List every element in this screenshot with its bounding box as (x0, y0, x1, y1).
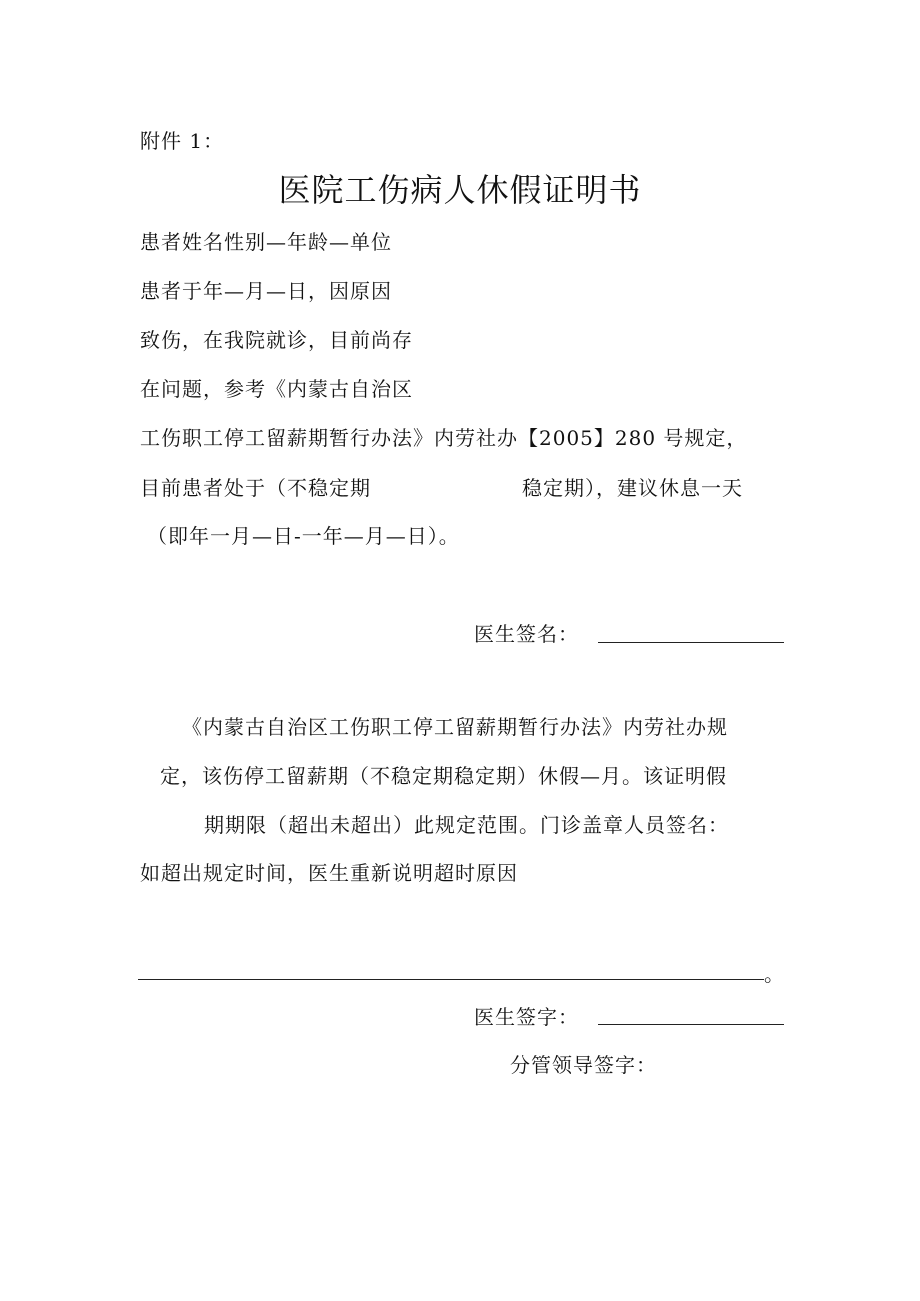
status-line-end: 稳定期），建议休息一天 (522, 476, 743, 500)
rule-line-3: 期期限（超出未超出）此规定范围。门诊盖章人员签名： (204, 813, 729, 837)
doctor-signature-line (598, 642, 784, 643)
leader-sign-label: 分管领导签字： (510, 1053, 657, 1077)
rule-line-2: 定，该伤停工留薪期（不稳定期稳定期）休假—月。该证明假 (160, 764, 727, 788)
patient-info-line: 患者姓名性别—年龄—单位 (140, 230, 392, 254)
doctor-signature-label: 医生签名： (474, 622, 579, 646)
visit-line: 致伤，在我院就诊，目前尚存 (140, 328, 413, 352)
regulation-ref-line: 在问题，参考《内蒙古自治区 (140, 377, 413, 401)
regulation-name-line: 工伤职工停工留薪期暂行办法》内劳社办【2005】280 号规定， (140, 426, 748, 450)
doctor-sign-line (598, 1024, 784, 1025)
rule-line-4: 如超出规定时间，医生重新说明超时原因 (140, 861, 518, 885)
date-range-line: （即年一月—日-一年—月—日）。 (147, 524, 460, 548)
attachment-label: 附件 1： (140, 129, 225, 153)
status-line-start: 目前患者处于（不稳定期 (140, 476, 371, 500)
reason-line-period: 。 (764, 962, 785, 986)
reason-line (138, 979, 764, 980)
rule-line-1: 《内蒙古自治区工伤职工停工留薪期暂行办法》内劳社办规 (182, 715, 728, 739)
injury-date-line: 患者于年—月—日，因原因 (140, 279, 392, 303)
doctor-sign-label: 医生签字： (474, 1005, 579, 1029)
document-title: 医院工伤病人休假证明书 (278, 171, 642, 209)
